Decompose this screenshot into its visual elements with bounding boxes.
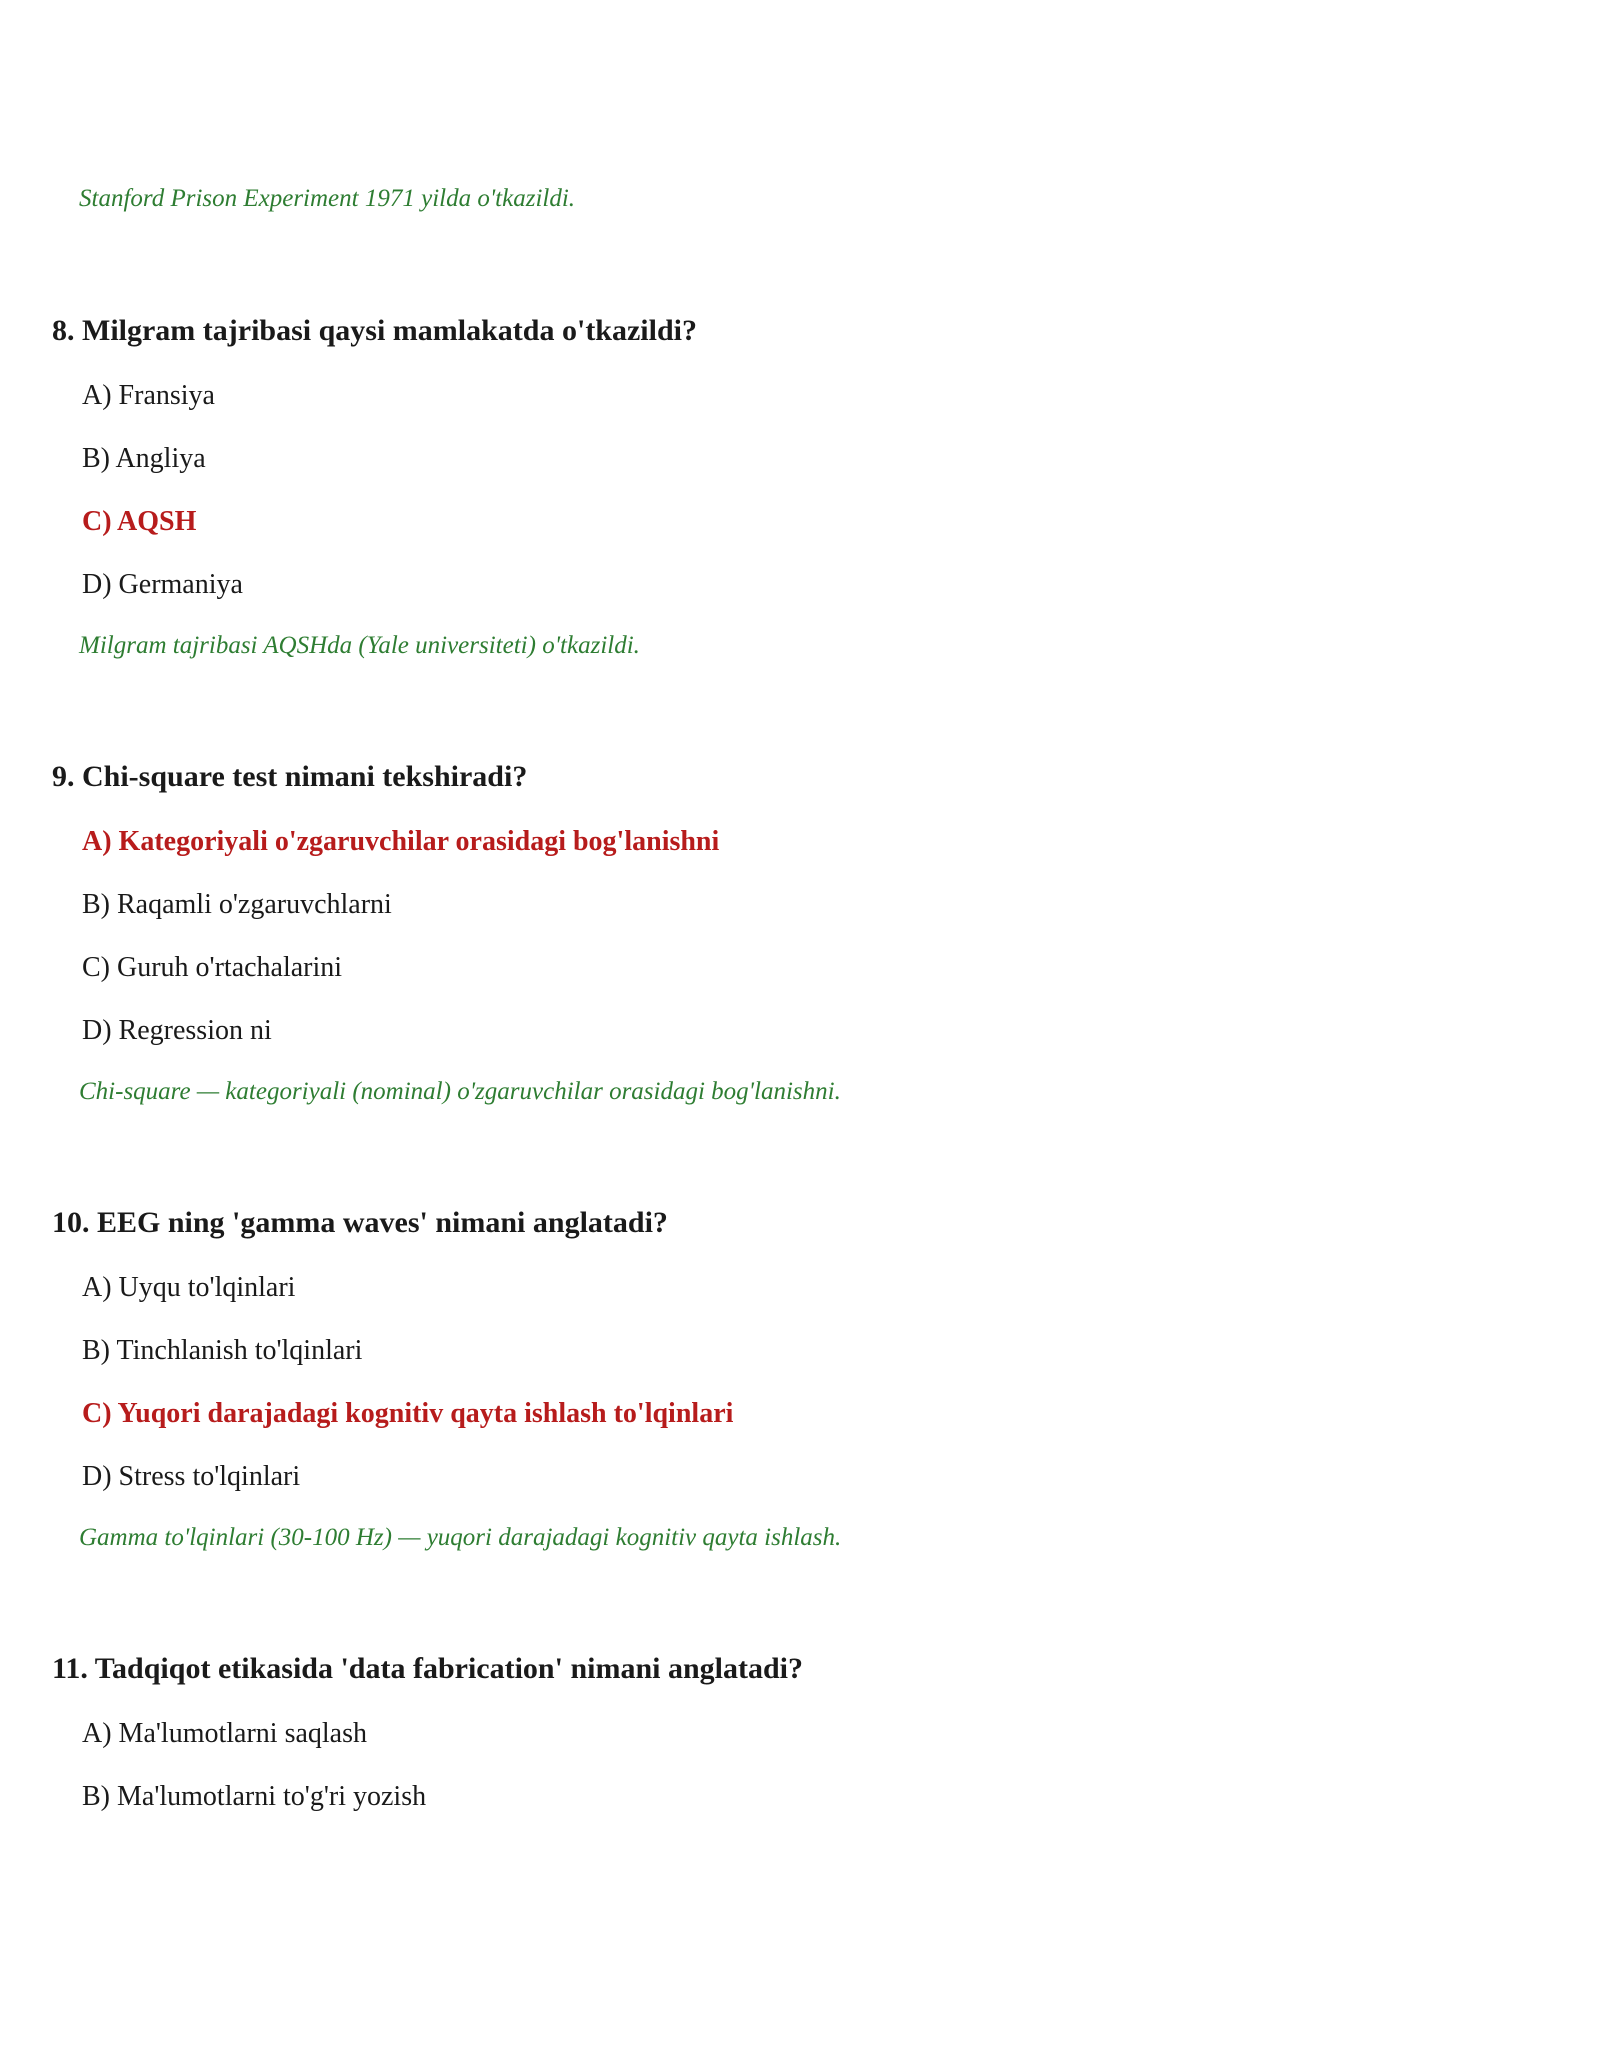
option-10-d: D) Stress to'lqinlari <box>82 1461 301 1492</box>
option-9-d: D) Regression ni <box>82 1015 272 1046</box>
explanation-9: Chi-square — kategoriyali (nominal) o'zgaruvchilar orasidagi bog'lanishni. <box>79 1078 841 1105</box>
explanation-10: Gamma to'lqinlari (30-100 Hz) — yuqori darajadagi kognitiv qayta ishlash. <box>79 1524 842 1551</box>
option-10-c-correct: C) Yuqori darajadagi kognitiv qayta ishlash to'lqinlari <box>82 1398 734 1429</box>
question-8: 8. Milgram tajribasi qaysi mamlakatda o'tkazildi? <box>52 314 697 347</box>
explanation-8: Milgram tajribasi AQSHda (Yale universiteti) o'tkazildi. <box>79 632 640 659</box>
question-9: 9. Chi-square test nimani tekshiradi? <box>52 760 528 793</box>
option-11-b: B) Ma'lumotlarni to'g'ri yozish <box>82 1781 427 1812</box>
option-9-a-correct: A) Kategoriyali o'zgaruvchilar orasidagi bog'lanishni <box>82 826 720 857</box>
option-8-d: D) Germaniya <box>82 569 243 600</box>
option-10-a: A) Uyqu to'lqinlari <box>82 1272 296 1303</box>
option-9-c: C) Guruh o'rtachalarini <box>82 952 343 983</box>
explanation-text: Stanford Prison Experiment 1971 yilda o'tkazildi. <box>79 185 576 212</box>
option-11-a: A) Ma'lumotlarni saqlash <box>82 1718 367 1749</box>
option-8-b: B) Angliya <box>82 443 206 474</box>
option-8-a: A) Fransiya <box>82 380 215 411</box>
option-9-b: B) Raqamli o'zgaruvchlarni <box>82 889 392 920</box>
option-8-c-correct: C) AQSH <box>82 506 197 537</box>
option-10-b: B) Tinchlanish to'lqinlari <box>82 1335 363 1366</box>
question-10: 10. EEG ning 'gamma waves' nimani anglatadi? <box>52 1206 668 1239</box>
question-11: 11. Tadqiqot etikasida 'data fabrication' nimani anglatadi? <box>52 1652 804 1685</box>
